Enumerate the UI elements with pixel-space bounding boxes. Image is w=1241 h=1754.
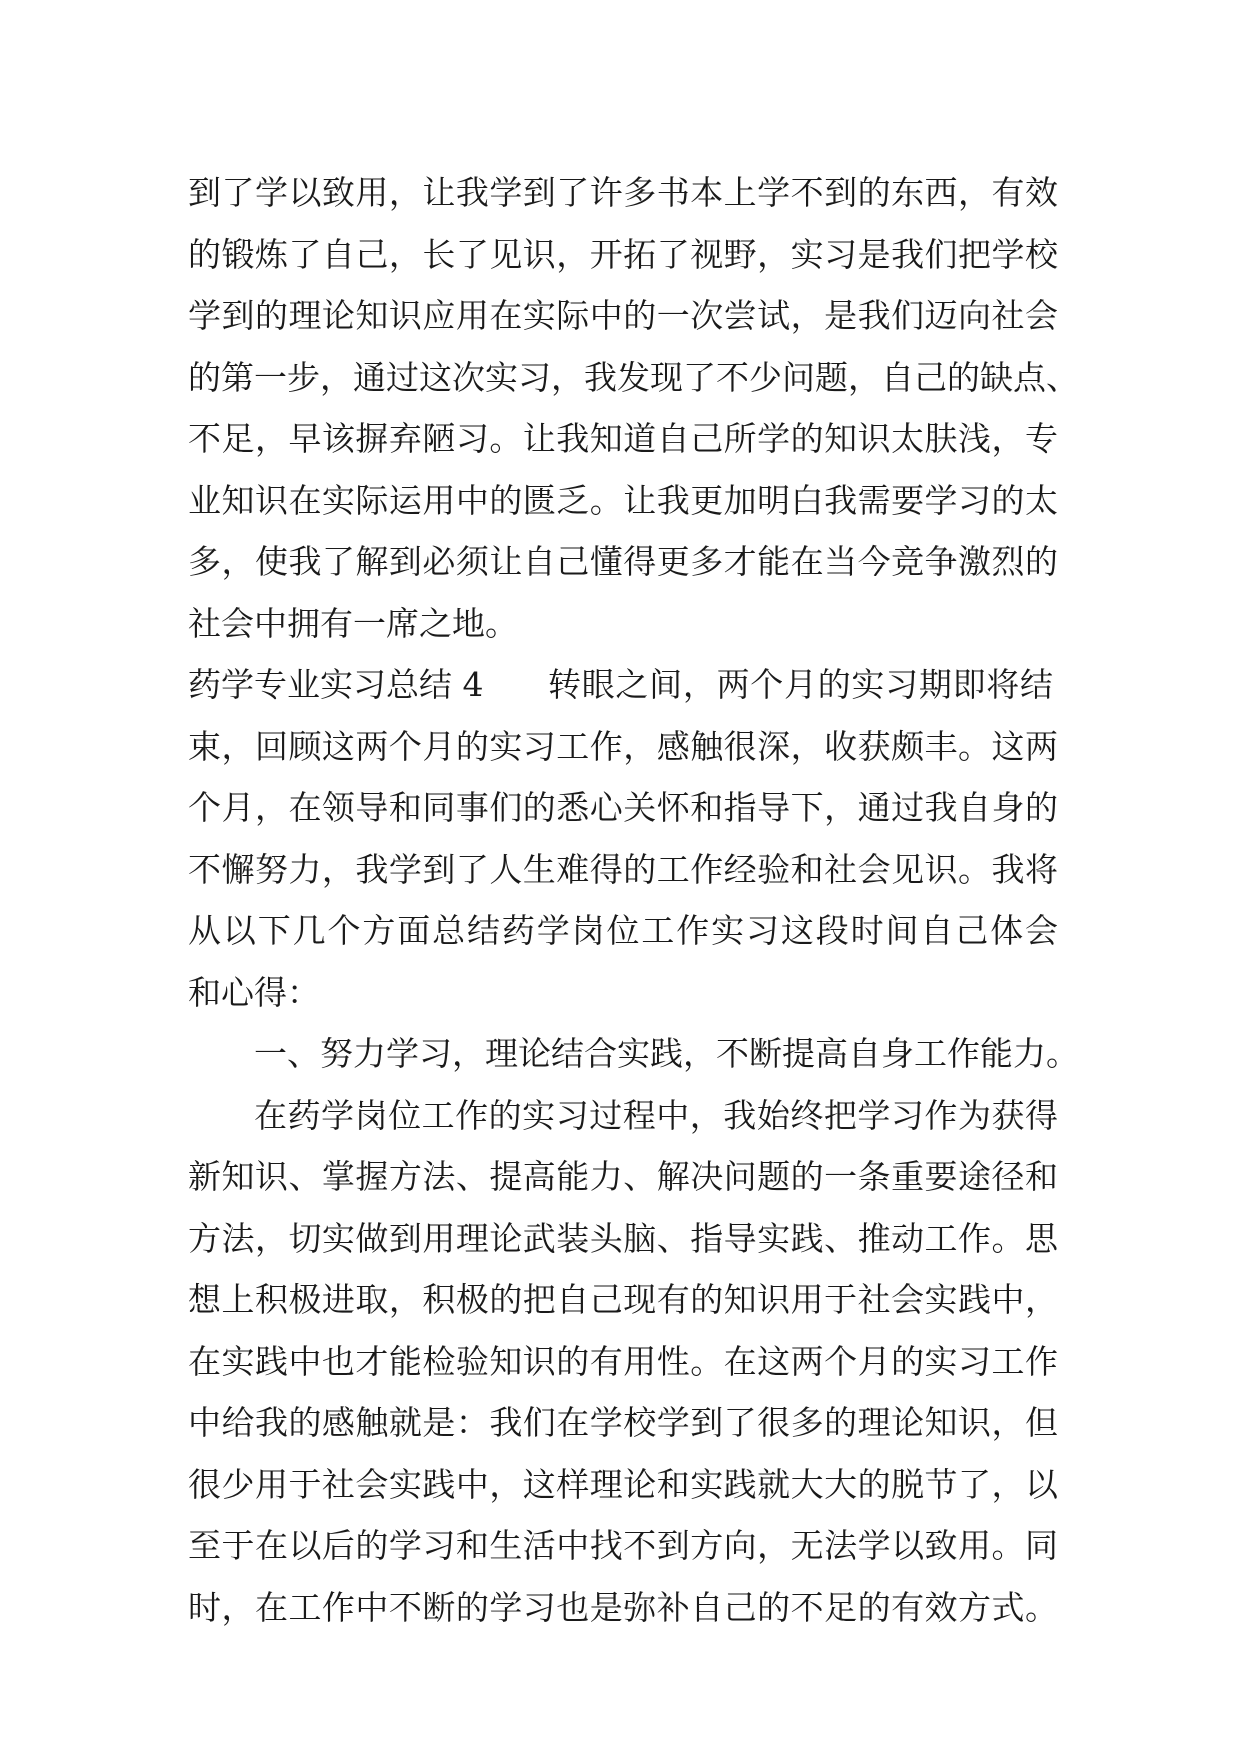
text-line: 社会中拥有一席之地。 <box>188 603 518 643</box>
text-line: 的第一步，通过这次实习，我发现了不少问题，自己的缺点、 <box>188 357 1079 397</box>
text-line: 业知识在实际运用中的匮乏。让我更加明白我需要学习的太 <box>188 480 1058 520</box>
text-line: 在实践中也才能检验知识的有用性。在这两个月的实习工作 <box>188 1341 1058 1381</box>
text-line: 不足，早该摒弃陋习。让我知道自己所学的知识太肤浅，专 <box>188 419 1058 458</box>
text-line: 和心得： <box>188 972 320 1012</box>
text-line: 方法，切实做到用理论武装头脑、指导实践、推动工作。思 <box>188 1218 1058 1258</box>
text-line: 时，在工作中不断的学习也是弥补自己的不足的有效方式。 <box>188 1587 1058 1627</box>
text-line: 从以下几个方面总结药学岗位工作实习这段时间自己体会 <box>188 911 1058 950</box>
text-line: 的锻炼了自己，长了见识，开拓了视野，实习是我们把学校 <box>188 234 1058 274</box>
point-one-heading: 一、努力学习，理论结合实践，不断提高自身工作能力。 <box>254 1034 1079 1073</box>
text-line: 想上积极进取，积极的把自己现有的知识用于社会实践中， <box>188 1280 1058 1319</box>
text-line: 到了学以致用，让我学到了许多书本上学不到的东西，有效 <box>188 173 1058 212</box>
text-line: 学到的理论知识应用在实际中的一次尝试，是我们迈向社会 <box>188 296 1058 335</box>
text-line: 至于在以后的学习和生活中找不到方向，无法学以致用。同 <box>188 1526 1058 1565</box>
section-intro-first: 转眼之间，两个月的实习期即将结 <box>548 665 1053 704</box>
section-heading: 药学专业实习总结 4 <box>188 665 484 704</box>
text-line: 多，使我了解到必须让自己懂得更多才能在当今竞争激烈的 <box>188 542 1058 581</box>
document-body <box>188 162 1079 1638</box>
text-line: 个月，在领导和同事们的悉心关怀和指导下，通过我自身的 <box>188 788 1058 827</box>
text-line: 新知识、掌握方法、提高能力、解决问题的一条重要途径和 <box>188 1157 1058 1196</box>
text-line: 不懈努力，我学到了人生难得的工作经验和社会见识。我将 <box>188 849 1058 889</box>
text-line: 很少用于社会实践中，这样理论和实践就大大的脱节了，以 <box>188 1464 1058 1504</box>
text-line: 束，回顾这两个月的实习工作，感触很深，收获颇丰。这两 <box>188 726 1058 766</box>
text-line: 在药学岗位工作的实习过程中，我始终把学习作为获得 <box>254 1095 1058 1135</box>
section-heading-line <box>188 654 1058 716</box>
text-line: 中给我的感触就是：我们在学校学到了很多的理论知识，但 <box>188 1403 1058 1442</box>
